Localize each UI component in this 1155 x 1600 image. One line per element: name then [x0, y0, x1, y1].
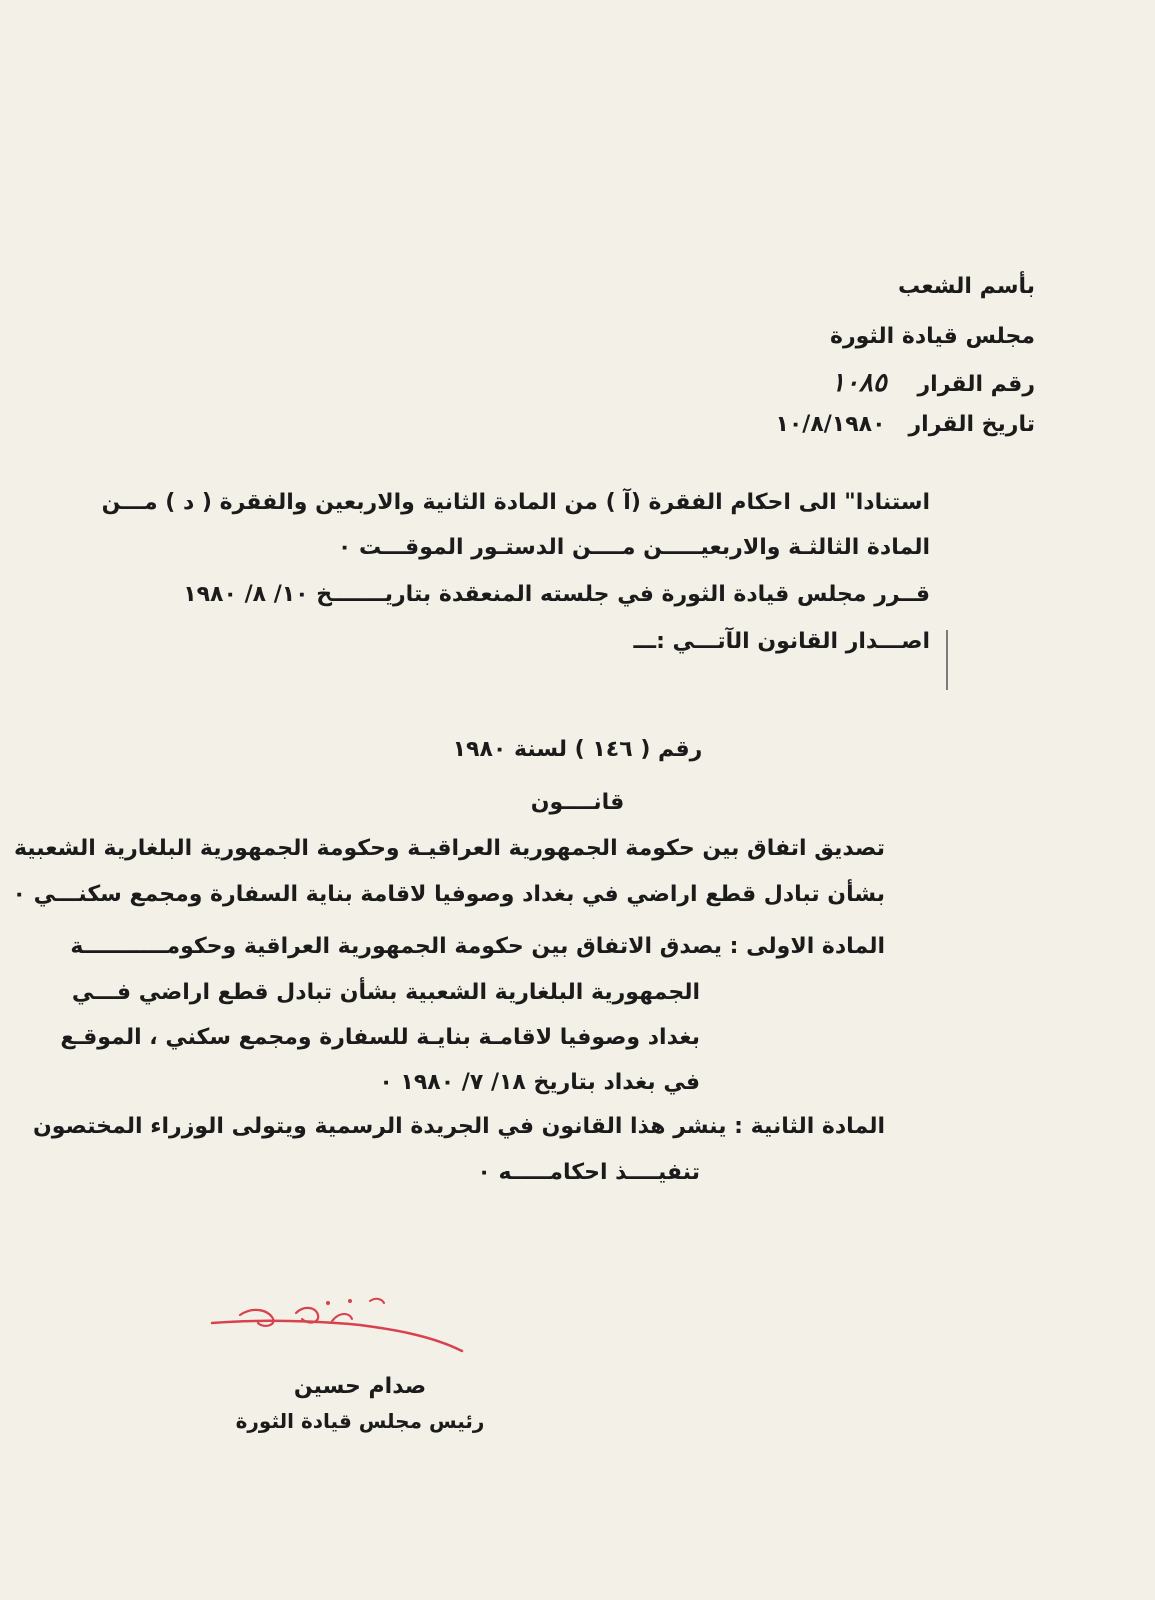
header-people: بأسم الشعب [898, 274, 1035, 299]
header-council: مجلس قيادة الثورة [829, 324, 1035, 349]
law-number: رقم ( ١٤٦ ) لسنة ١٩٨٠ [452, 737, 703, 762]
article-1-line-1: المادة الاولى : يصدق الاتفاق بين حكومة الجمهورية العراقية وحكومـــــــــــة [70, 934, 885, 959]
law-heading: قانــــون [530, 790, 625, 815]
preamble-line-4: اصـــدار القانون الآتـــي :ـــ [633, 629, 930, 654]
decision-date-value: ١٠/٨/١٩٨٠ [775, 412, 886, 437]
article-1-line-3: بغداد وصوفيا لاقامـة بنايـة للسفارة ومجمع سكني ، الموقـع [60, 1025, 700, 1050]
decision-date-row [775, 410, 1035, 440]
handwritten-signature [200, 1295, 480, 1375]
preamble-line-1: استنادا" الى احكام الفقرة (آ ) من المادة الثانية والاربعين والفقرة ( د ) مـــن [101, 490, 930, 515]
law-title-line-1: تصديق اتفاق بين حكومة الجمهورية العراقيـة وحكومة الجمهورية البلغارية الشعبية [13, 836, 885, 861]
preamble-line-3: قــرر مجلس قيادة الثورة في جلسته المنعقدة بتاريـــــــخ ١٠/ ٨/ ١٩٨٠ [183, 582, 930, 607]
decision-number-row [831, 368, 1035, 400]
preamble-line-2: المادة الثالثـة والاربعيـــــن مــــن الدستـور الموقـــت ٠ [337, 535, 930, 560]
decision-number-label: رقم القرار [917, 372, 1035, 397]
margin-mark [945, 630, 949, 690]
article-2-line-1: المادة الثانية : ينشر هذا القانون في الجريدة الرسمية ويتولى الوزراء المختصون [32, 1114, 885, 1139]
article-1-line-4: في بغداد بتاريخ ١٨/ ٧/ ١٩٨٠ ٠ [379, 1070, 700, 1095]
signature-block [200, 1370, 520, 1438]
article-2-line-2: تنفيــــذ احكامـــــه ٠ [477, 1160, 700, 1185]
article-1-line-2: الجمهورية البلغارية الشعبية بشأن تبادل قطع اراضي فـــي [71, 980, 700, 1005]
decision-date-label: تاريخ القرار [908, 412, 1035, 437]
decision-number-value: ١٠٨٥ [830, 368, 887, 398]
law-title-line-2: بشأن تبادل قطع اراضي في بغداد وصوفيا لاقامة بناية السفارة ومجمع سكنـــي ٠ [12, 882, 885, 907]
signatory-title: رئيس مجلس قيادة الثورة [235, 1409, 485, 1433]
signatory-name: صدام حسين [293, 1374, 427, 1399]
